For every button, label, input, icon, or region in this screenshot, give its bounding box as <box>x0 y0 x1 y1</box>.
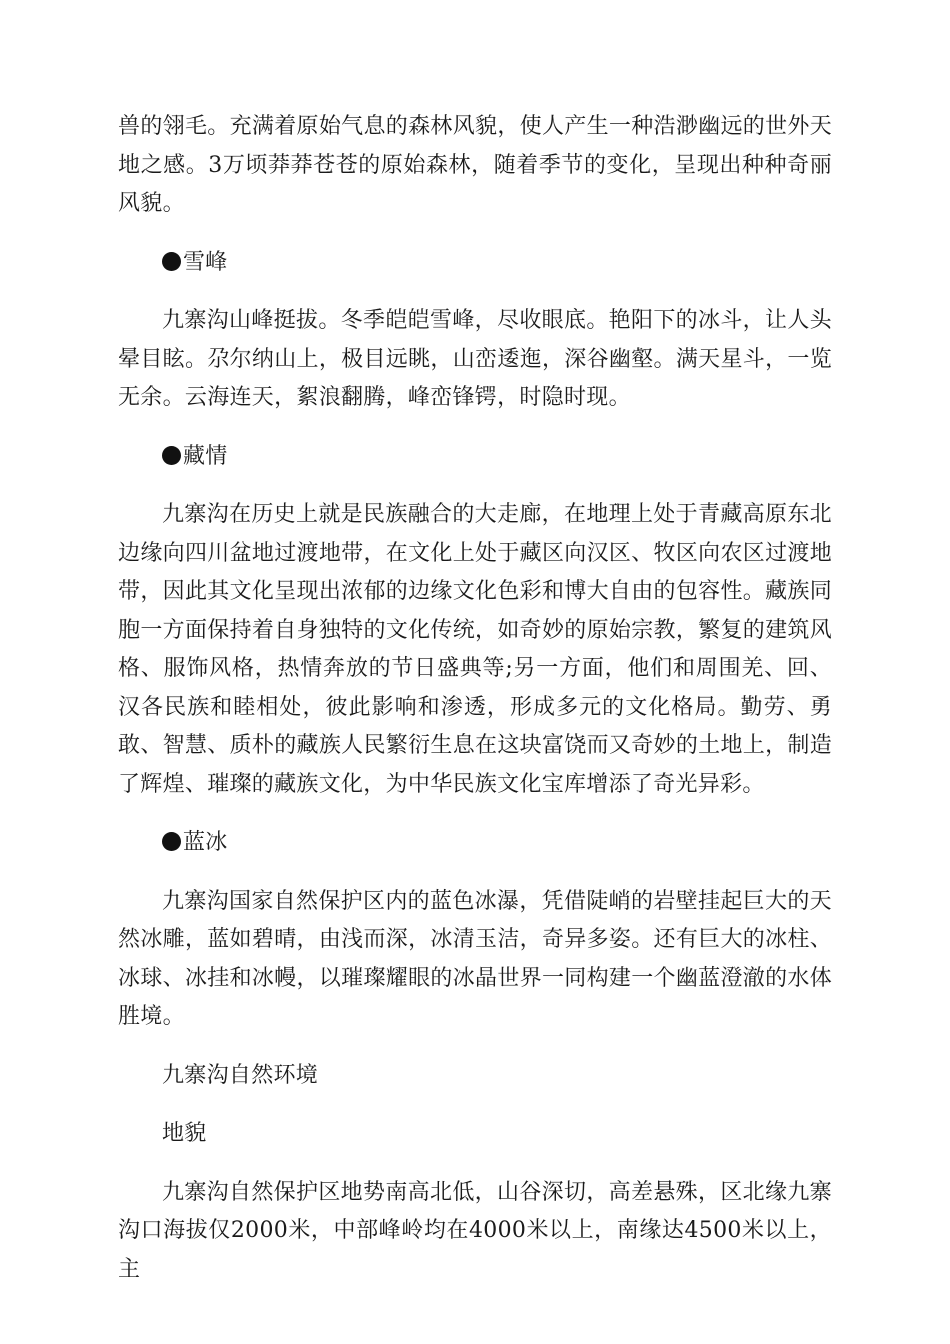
paragraph-forest: 兽的翎毛。充满着原始气息的森林风貌，使人产生一种浩渺幽远的世外天地之感。3万顷莽莽苍苍的原始森林，随着季节的变化，呈现出种种奇丽风貌。 <box>118 114 832 216</box>
paragraph-snow-peak: 九寨沟山峰挺拔。冬季皑皑雪峰，尽收眼底。艳阳下的冰斗，让人头晕目眩。尕尔纳山上，极目远眺，山峦逶迤，深谷幽壑。满天星斗，一览无余。云海连天，絮浪翻腾，峰峦锋锷，时隐时现。 <box>118 308 832 410</box>
section-heading-blue-ice: 蓝冰 <box>118 824 832 863</box>
section-heading-landform: 地貌 <box>162 1121 207 1146</box>
bullet-icon <box>162 252 181 271</box>
bullet-icon <box>162 832 181 851</box>
section-heading-tibetan-culture: 藏情 <box>118 438 832 477</box>
paragraph-landform: 九寨沟自然保护区地势南高北低，山谷深切，高差悬殊，区北缘九寨沟口海拔仅2000米，中部峰岭均在4000米以上，南缘达4500米以上，主 <box>118 1179 832 1282</box>
section-heading-natural-environment: 九寨沟自然环境 <box>162 1062 319 1088</box>
document-page <box>118 108 832 1289</box>
section-heading-snow-peak: 雪峰 <box>118 244 832 283</box>
bullet-icon <box>162 446 181 465</box>
paragraph-blue-ice: 九寨沟国家自然保护区内的蓝色冰瀑，凭借陡峭的岩壁挂起巨大的天然冰雕，蓝如碧晴，由浅而深，冰清玉洁，奇异多姿。还有巨大的冰柱、冰球、冰挂和冰幔，以璀璨耀眼的冰晶世界一同构建一个幽蓝澄澈的水体胜境。 <box>118 888 832 1029</box>
paragraph-tibetan-culture: 九寨沟在历史上就是民族融合的大走廊，在地理上处于青藏高原东北边缘向四川盆地过渡地带，在文化上处于藏区向汉区、牧区向农区过渡地带，因此其文化呈现出浓郁的边缘文化色彩和博大自由的包容性。藏族同胞一方面保持着自身独特的文化传统，如奇妙的原始宗教，繁复的建筑风格、服饰风格，热情奔放的节日盛典等;另一方面，他们和周围羌、回、汉各民族和睦相处，彼此影响和渗透，形成多元的文化格局。勤劳、勇敢、智慧、质朴的藏族人民繁衍生息在这块富饶而又奇妙的土地上，制造了辉煌、璀璨的藏族文化，为中华民族文化宝库增添了奇光异彩。 <box>118 502 832 797</box>
